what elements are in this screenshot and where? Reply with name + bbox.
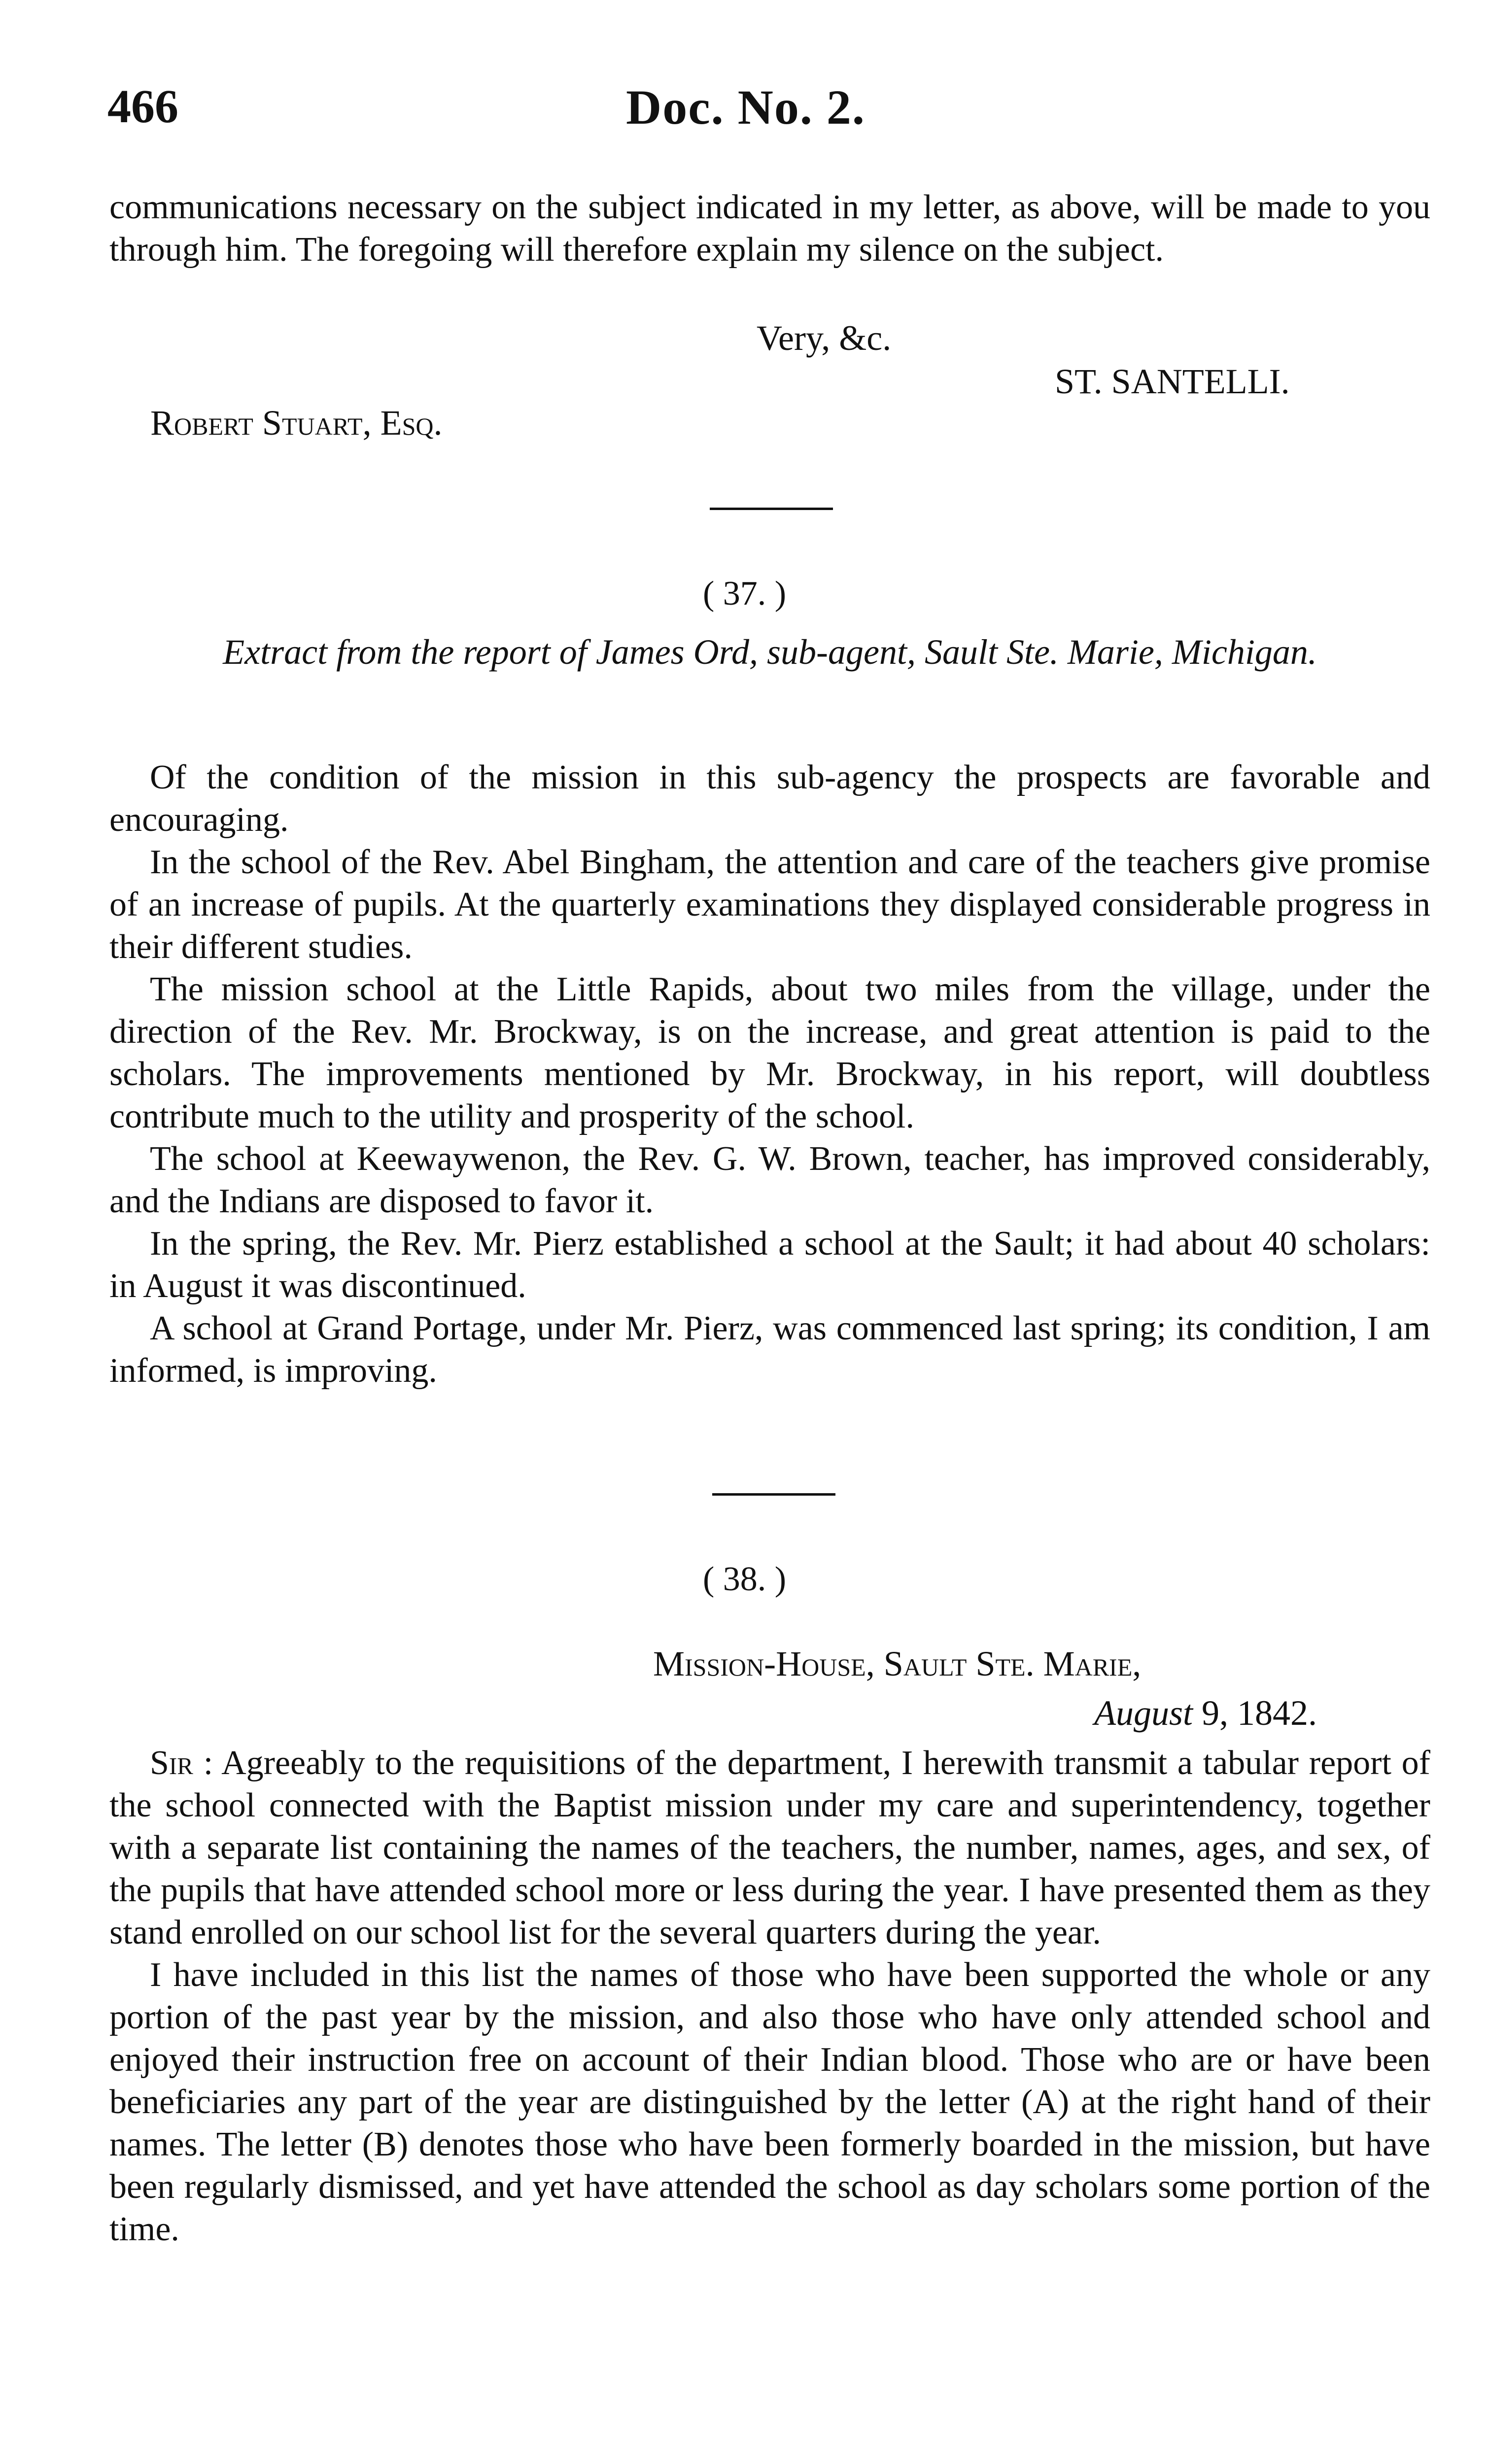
paragraph — [109, 1742, 1430, 1954]
paragraph-text: Agreeably to the requisitions of the department, I herewith transmit a tabular report of the school connected with the Baptist mission under my care and superintendency, together with a separate list containing the names of the teachers, the number, names, ages, and sex, of the pupils that have attended school more or less during the year. I have presented them as they stand enrolled on our school list for the several quarters during the year. — [109, 1744, 1430, 1951]
section-divider — [712, 1493, 835, 1496]
signature: ST. SANTELLI. — [1055, 362, 1290, 401]
extract-title: Extract from the report of James Ord, sub-agent, Sault Ste. Marie, Michigan. — [223, 632, 1317, 672]
paragraph: The school at Keewaywenon, the Rev. G. W. Brown, teacher, has improved considerably, and the Indians are disposed to favor it. — [109, 1140, 1430, 1220]
addressee: Robert Stuart, Esq. — [150, 403, 443, 443]
section-37-body — [109, 756, 1430, 1392]
paragraph: In the school of the Rev. Abel Bingham, the attention and care of the teachers give promise of an increase of pupils. At the quarterly examinations they displayed considerable progress in their different studies. — [109, 843, 1430, 966]
paragraph: In the spring, the Rev. Mr. Pierz established a school at the Sault; it had about 40 scholars: in August it was discontinued. — [109, 1225, 1430, 1305]
closing-line: Very, &c. — [757, 318, 892, 358]
date-day-year: 9, 1842. — [1193, 1693, 1317, 1733]
paragraph: Of the condition of the mission in this sub-agency the prospects are favorable and encouraging. — [109, 758, 1430, 839]
section-divider — [710, 508, 833, 510]
date-month: August — [1094, 1693, 1193, 1733]
salutation: Sir : — [150, 1744, 213, 1782]
document-title: Doc. No. 2. — [626, 80, 866, 135]
paragraph: The mission school at the Little Rapids, about two miles from the village, under the direction of the Rev. Mr. Brockway, is on the increase, and great attention is paid to the scholars. The improvements mentioned by Mr. Brockway, in his report, will doubtless contribute much to the utility and prosperity of the school. — [109, 970, 1430, 1135]
page-number: 466 — [107, 80, 178, 133]
dateline-date — [1094, 1695, 1317, 1731]
letter-text: communications necessary on the subject indicated in my letter, as above, will be made to you through him. The foregoing will therefore explain my silence on the subject. — [109, 188, 1430, 269]
paragraph: I have included in this list the names of those who have been supported the whole or any portion of the past year by the mission, and also those who have only attended school and enjoyed their instruction free on account of their Indian blood. Those who are or have been beneficiaries any part of the year are distinguished by the letter (A) at the right hand of their names. The letter (B) denotes those who have been formerly boarded in the mission, but have been regularly dismissed, and yet have attended the school as day scholars some portion of the time. — [109, 1956, 1430, 2248]
letter-continuation — [109, 186, 1430, 271]
dateline-place: Mission-House, Sault Ste. Marie, — [653, 1644, 1142, 1683]
section-38-body — [109, 1742, 1430, 2251]
paragraph: A school at Grand Portage, under Mr. Pierz, was commenced last spring; its condition, I am informed, is improving. — [109, 1309, 1430, 1390]
section-number-38: ( 38. ) — [702, 1560, 787, 1598]
section-number-37: ( 37. ) — [702, 575, 787, 613]
